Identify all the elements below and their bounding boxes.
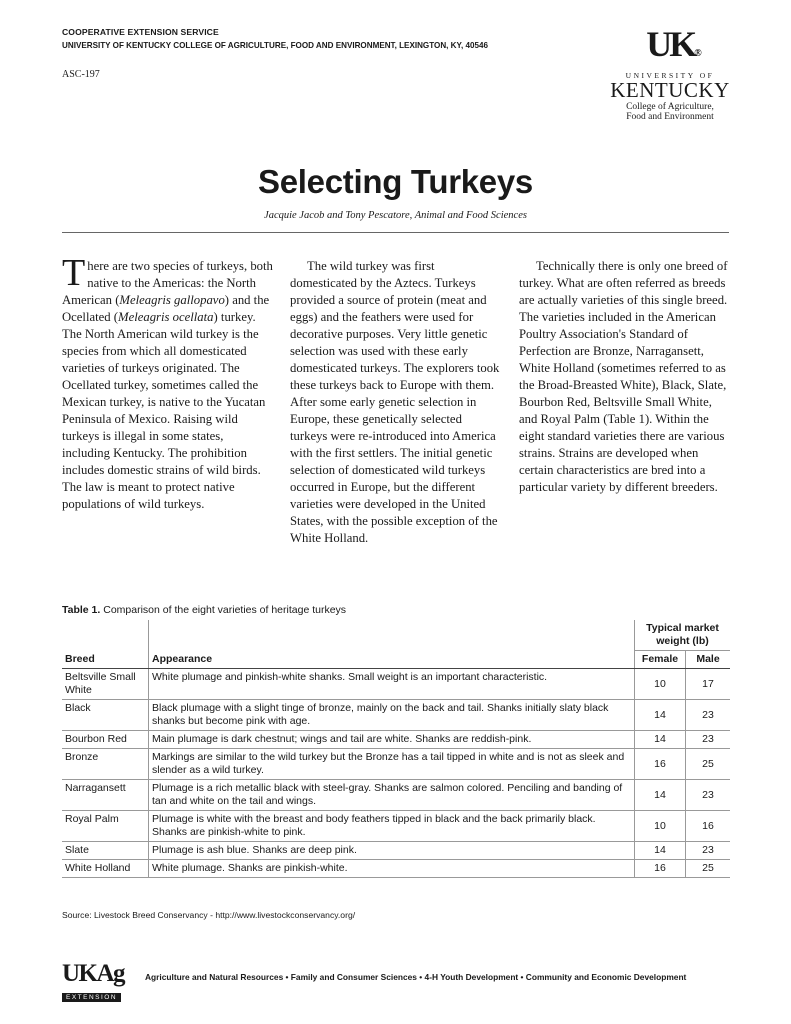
table-header-weight: Typical market weight (lb)	[635, 620, 731, 651]
species-name: Meleagris ocellata	[118, 310, 214, 324]
male-weight-cell: 23	[686, 780, 731, 811]
table-row	[62, 811, 730, 842]
appearance-cell: Main plumage is dark chestnut; wings and tail are white. Shanks are reddish-pink.	[149, 731, 635, 749]
appearance-cell: Markings are similar to the wild turkey but the Bronze has a tail tipped in white and is not as sleek and slender as a wild turkey.	[149, 749, 635, 780]
body-column-1	[62, 252, 274, 513]
university-logo	[606, 26, 734, 122]
appearance-cell: White plumage. Shanks are pinkish-white.	[149, 860, 635, 878]
female-weight-cell: 14	[635, 700, 686, 731]
table-header-male: Male	[686, 651, 731, 669]
breed-cell: Royal Palm	[62, 811, 149, 842]
table-header-spacer	[149, 620, 635, 651]
title-divider	[62, 232, 729, 233]
appearance-cell: Black plumage with a slight tinge of bronze, mainly on the back and tail. Shanks initially slaty black shanks but become pink with age.	[149, 700, 635, 731]
male-weight-cell: 25	[686, 749, 731, 780]
table-caption: Table 1. Comparison of the eight varieties of heritage turkeys	[62, 604, 347, 616]
male-weight-cell: 23	[686, 842, 731, 860]
ukag-mark: UKAg	[62, 960, 125, 987]
table-row	[62, 700, 730, 731]
female-weight-cell: 10	[635, 811, 686, 842]
table-source: Source: Livestock Breed Conservancy - http://www.livestockconservancy.org/	[62, 910, 356, 920]
ukag-extension-logo	[62, 962, 130, 1004]
female-weight-cell: 14	[635, 780, 686, 811]
table-row	[62, 749, 730, 780]
breed-cell: Slate	[62, 842, 149, 860]
female-weight-cell: 16	[635, 860, 686, 878]
table-row	[62, 780, 730, 811]
breed-cell: Narragansett	[62, 780, 149, 811]
female-weight-cell: 16	[635, 749, 686, 780]
male-weight-cell: 25	[686, 860, 731, 878]
extension-label: EXTENSION	[62, 993, 121, 1002]
table-row	[62, 731, 730, 749]
male-weight-cell: 23	[686, 700, 731, 731]
breed-cell: Bourbon Red	[62, 731, 149, 749]
table-header-appearance: Appearance	[149, 651, 635, 669]
male-weight-cell: 23	[686, 731, 731, 749]
varieties-table	[62, 620, 730, 878]
breed-cell: Black	[62, 700, 149, 731]
uk-logo-mark: UK®	[646, 24, 702, 64]
table-header-spacer	[62, 620, 149, 651]
female-weight-cell: 14	[635, 842, 686, 860]
male-weight-cell: 17	[686, 669, 731, 700]
publication-number: ASC-197	[62, 69, 100, 80]
header-institution: UNIVERSITY OF KENTUCKY COLLEGE OF AGRICULTURE, FOOD AND ENVIRONMENT, LEXINGTON, KY, 40546	[62, 41, 489, 50]
footer-programs: Agriculture and Natural Resources • Family and Consumer Sciences • 4-H Youth Development • Community and Economic Development	[145, 972, 687, 982]
logo-college-line1: College of Agriculture,	[626, 102, 714, 112]
breed-cell: White Holland	[62, 860, 149, 878]
table-header-breed: Breed	[62, 651, 149, 669]
species-name: Meleagris gallopavo	[119, 293, 225, 307]
paragraph-intro: There are two species of turkeys, both native to the Americas: the North American (Meleagris gallopavo) and the Ocellated (Meleagris ocellata) turkey. The North American wild turkey is the species from which all domesticated varieties of turkeys originated. The Ocellated turkey, sometimes called the Mexican turkey, is native to the Yucatan Peninsula of Mexico. Raising wild turkeys is illegal in some states, including Kentucky. The prohibition includes domestic strains of wild birds. The law is meant to protect native populations of wild turkeys.	[62, 252, 273, 511]
header-service: COOPERATIVE EXTENSION SERVICE	[62, 27, 219, 37]
appearance-cell: Plumage is white with the breast and body feathers tipped in black and the back primarily black. Shanks are pinkish-white to pink.	[149, 811, 635, 842]
table-row	[62, 669, 730, 700]
table-body	[62, 669, 730, 878]
logo-kentucky: KENTUCKY	[610, 78, 730, 102]
appearance-cell: Plumage is ash blue. Shanks are deep pink.	[149, 842, 635, 860]
logo-college-line2: Food and Environment	[626, 112, 714, 122]
table-row	[62, 860, 730, 878]
body-column-3	[519, 258, 731, 496]
appearance-cell: Plumage is a rich metallic black with steel-gray. Shanks are salmon colored. Penciling and banding of tan and white on the tail and wings.	[149, 780, 635, 811]
authors-line: Jacquie Jacob and Tony Pescatore, Animal and Food Sciences	[264, 210, 527, 221]
male-weight-cell: 16	[686, 811, 731, 842]
table-row	[62, 842, 730, 860]
paragraph-history: The wild turkey was first domesticated by the Aztecs. Turkeys provided a source of protein (meat and eggs) and the feathers were used for decorative purposes. Very little genetic selection was used with these early domesticated turkeys. The explorers took these turkeys back to Europe with them. After some early genetic selection in Europe, these genetically selected turkeys were re-introduced into America with the first settlers. The initial genetic selection of domesticated wild turkeys occurred in Europe, but the different varieties were developed in the United States, with the possible exception of the White Holland.	[290, 259, 500, 545]
table-header-female: Female	[635, 651, 686, 669]
paragraph-varieties: Technically there is only one breed of turkey. What are often referred as breeds are actually varieties of this single breed. The varieties included in the American Poultry Association's Standard of Perfection are Bronze, Narragansett, White Holland (sometimes referred to as the Broad-Breasted White), Black, Slate, Bourbon Red, Beltsville Small White, and Royal Palm (Table 1). Within the eight standard varieties there are various strains. Strains are developed when certain characteristics are bred into a particular variety by different breeders.	[519, 259, 728, 494]
breed-cell: Bronze	[62, 749, 149, 780]
appearance-cell: White plumage and pinkish-white shanks. Small weight is an important characteristic.	[149, 669, 635, 700]
breed-cell: Beltsville Small White	[62, 669, 149, 700]
female-weight-cell: 14	[635, 731, 686, 749]
body-column-2	[290, 258, 502, 547]
drop-cap: T	[62, 252, 86, 294]
logo-university-of: UNIVERSITY OF	[625, 71, 715, 80]
female-weight-cell: 10	[635, 669, 686, 700]
document-title: Selecting Turkeys	[258, 163, 533, 200]
